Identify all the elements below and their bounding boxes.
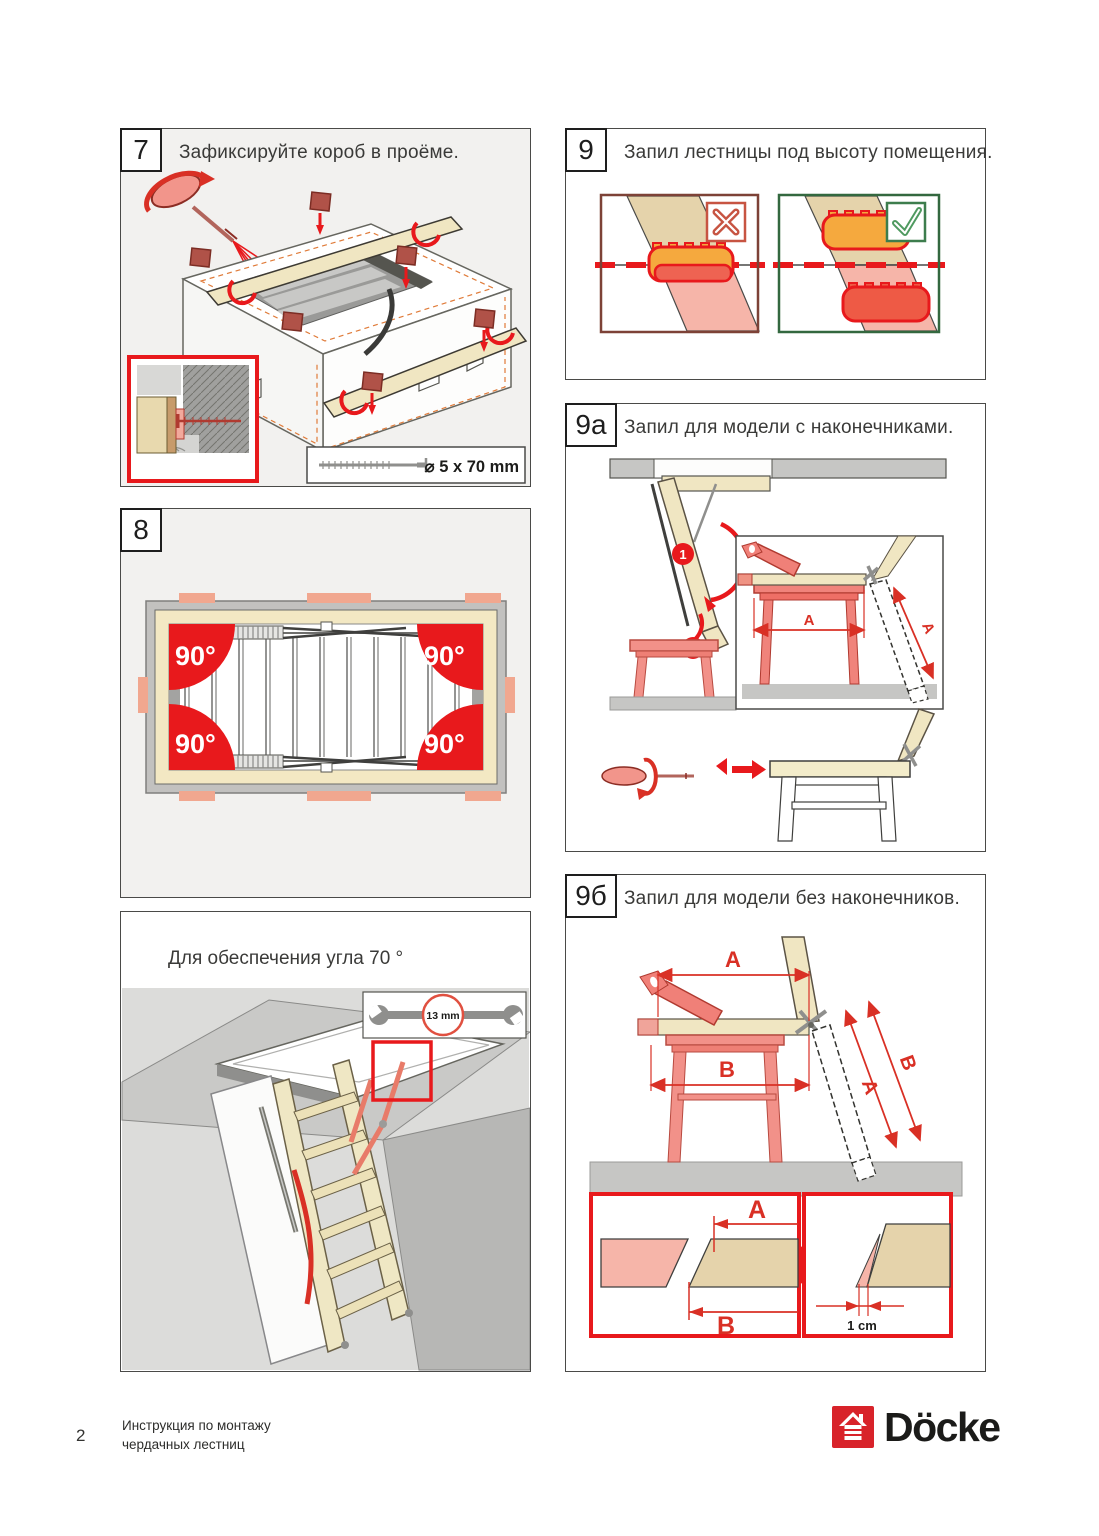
dim-b-mid: B [719,1057,735,1082]
panel-angle-70 [120,911,531,1372]
panel-9a [565,403,986,852]
table [666,1035,784,1162]
folded-ladder-side [652,478,745,659]
dim-b-diagonal: B [894,1052,921,1074]
check-icon [887,203,925,241]
screwdriver-icon [147,168,237,241]
hinge-element [649,243,733,281]
floor [590,1162,962,1196]
panel-9b-illustration [566,875,985,1371]
panel-7 [120,128,531,487]
panel-7-illustration [121,129,530,486]
panel-8-number-label: 8 [133,514,149,545]
hanging-segment [812,1025,876,1181]
docke-house-icon [832,1406,874,1448]
fixing-detail-inset [129,357,257,481]
correct-example [773,195,945,332]
page-number: 2 [76,1426,86,1445]
wrench-size-text: 13 mm [426,1010,460,1022]
angle-label-bl: 90° [175,729,216,759]
cross-icon [707,203,745,241]
footer-caption-line1: Инструкция по монтажу [122,1418,271,1433]
saw-icon [640,971,722,1025]
panel-9-number-label: 9 [578,134,594,165]
angle-label-tr: 90° [424,641,465,671]
ceiling-section [610,459,946,542]
step-1-label: 1 [679,547,687,562]
dim-a-horizontal: A [803,612,815,629]
panel-7-title: Зафиксируйте короб в проёме. [179,142,459,163]
panel-9a-title: Запил для модели с наконечниками. [624,417,954,438]
angle-label-br: 90° [424,729,465,759]
wrench-size-box [363,992,526,1038]
end-block [638,1019,658,1035]
dim-a-diagonal: A [856,1076,883,1098]
panel-8 [120,508,531,898]
ladder-piece [638,1019,809,1035]
screwdriver-icon [602,760,694,800]
footer-caption-line2: чердачных лестниц [122,1437,245,1452]
panel-7-number-label: 7 [133,134,149,165]
brand-name: Döcke [884,1404,1000,1450]
inset-dim-a: A [747,1196,767,1224]
screw-size-text: ⌀ 5 x 70 mm [424,458,519,476]
dim-a-top: A [725,947,741,972]
wrong-example [595,195,765,332]
work-table [770,709,934,841]
panel-9-title: Запил лестницы под высоту помещения. [624,142,993,163]
panel-9b-title: Запил для модели без наконечников. [624,888,960,909]
result-inset [804,1194,951,1336]
panel-9-illustration [566,129,985,379]
cut-scheme-inset [591,1194,799,1340]
dim-a-diagonal: A [918,619,939,637]
gap-label: 1 cm [847,1318,877,1333]
stool [610,640,736,710]
panel-9b-number-label: 9б [575,880,607,911]
docke-logo [832,1406,1000,1448]
panel-9a-illustration [566,404,985,851]
panel-9 [565,128,993,380]
panel-angle-title: Для обеспечения угла 70 ° [168,948,404,969]
panel-angle-illustration [121,912,530,1371]
upper-segment [782,937,819,1023]
inset-dim-b: B [716,1312,736,1340]
panel-9b [565,874,986,1372]
panel-9a-number-label: 9а [575,409,607,440]
move-arrow [716,758,766,779]
panel-8-illustration [121,509,530,897]
cut-measure-inset [736,536,943,709]
angle-label-tl: 90° [175,641,216,671]
screw-size-label [307,447,525,483]
footer-caption [122,1416,271,1454]
hinge-element-lower [843,283,929,321]
